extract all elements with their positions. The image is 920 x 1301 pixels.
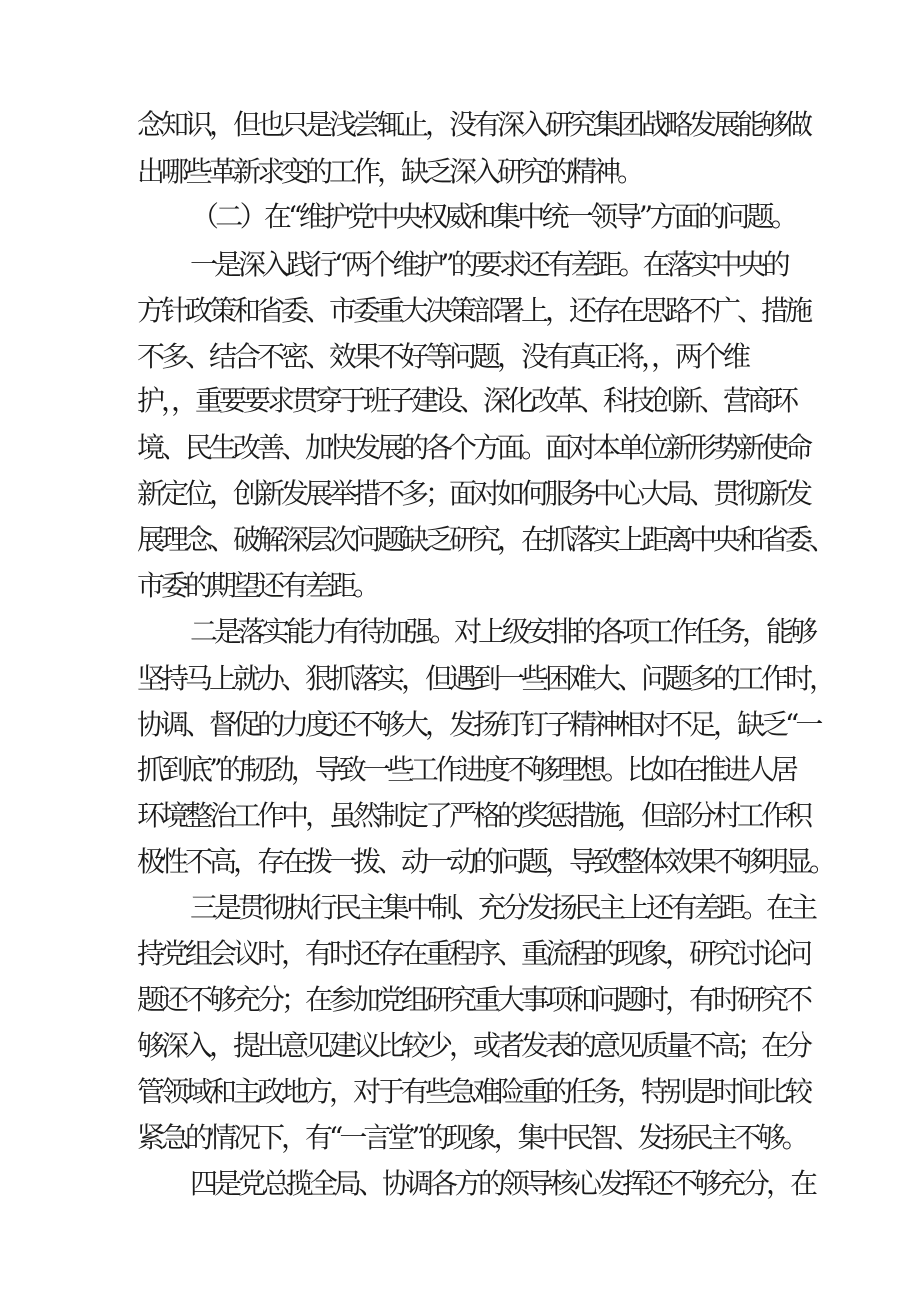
text-line: 环境整治工作中，虽然制定了严格的奖惩措施，但部分村工作积: [137, 799, 810, 832]
text-line: 展理念、破解深层次问题缺乏研究，在抓落实上距离中央和省委、: [137, 523, 834, 556]
text-line: 念知识，但也只是浅尝辄止，没有深入研究集团战略发展能够做: [137, 108, 810, 141]
section-heading: （二）在“维护党中央权威和集中统一领导”方面的问题。: [191, 200, 795, 233]
text-line: 够深入，提出意见建议比较少，或者发表的意见质量不高；在分: [137, 1029, 810, 1062]
text-line: 新定位，创新发展举措不多；面对如何服务中心大局、贯彻新发: [137, 477, 810, 510]
text-line: 不多、结合不密、效果不好等问题，没有真正将，，两个维: [137, 340, 748, 373]
text-line: 持党组会议时，有时还存在重程序、重流程的现象，研究讨论问: [137, 937, 810, 970]
text-line: 抓到底’’的韧劲，导致一些工作进度不够理想。比如在推进人居: [137, 753, 795, 786]
text-line: 护，，重要要求贯穿于班子建设、深化改革、科技创新、营商环: [137, 384, 796, 417]
text-line: 协调、督促的力度还不够大，发扬钉钉子精神相对不足，缺乏“一: [137, 708, 820, 741]
text-line: 紧急的情况下，有“一言堂”的现象，集中民智、发扬民主不够。: [137, 1121, 806, 1154]
text-line: 境、民生改善、加快发展的各个方面。面对本单位新形势新使命: [137, 431, 810, 464]
text-line: 二是落实能力有待加强。对上级安排的各项工作任务，能够: [190, 615, 815, 648]
text-line: 市委的期望还有差距。: [137, 569, 378, 602]
text-line: 三是贯彻执行民主集中制、充分发扬民主上还有差距。在主: [190, 891, 815, 924]
text-line: 一是深入践行“两个维护”的要求还有差距。在落实中央的: [190, 248, 787, 281]
text-line: 坚持马上就办、狠抓落实，但遇到一些困难大、问题多的工作时，: [137, 662, 834, 695]
text-line: 方针政策和省委、市委重大决策部署上，还存在思路不广、措施: [137, 294, 810, 327]
text-line: 题还不够充分；在参加党组研究重大事项和问题时，有时研究不: [137, 983, 810, 1016]
text-line: 出哪些革新求变的工作，缺乏深入研究的精神。: [137, 155, 642, 188]
text-line: 四是党总揽全局、协调各方的领导核心发挥还不够充分，在: [190, 1167, 815, 1200]
text-line: 极性不高，存在拨一拨、动一动的问题，导致整体效果不够明显。: [137, 845, 834, 878]
text-line: 管领域和主政地方，对于有些急难险重的任务，特别是时间比较: [137, 1075, 810, 1108]
